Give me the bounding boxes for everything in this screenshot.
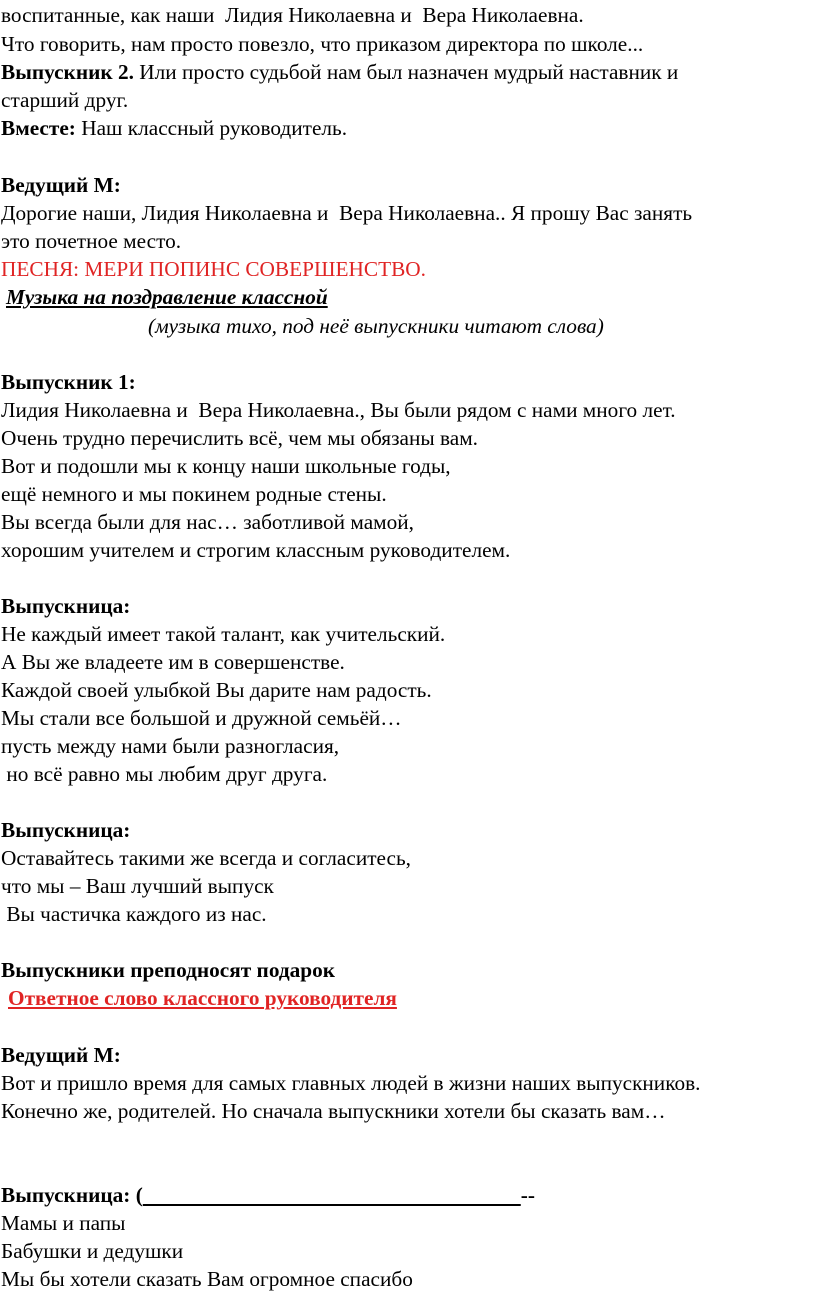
speaker-line: [1, 1181, 535, 1209]
text-line: воспитанные, как наши Лидия Николаевна и Вера Николаевна.: [1, 3, 584, 27]
dash-tail: --: [520, 1183, 535, 1207]
speaker-label: Выпускница:: [1, 594, 131, 618]
text-line: ещё немного и мы покинем родные стены.: [1, 482, 387, 506]
speaker-line: [1, 114, 347, 142]
speaker-label: Ведущий М:: [1, 173, 121, 197]
text-line: что мы – Ваш лучший выпуск: [1, 874, 274, 898]
text-line: Бабушки и дедушки: [1, 1239, 184, 1263]
text-line: пусть между нами были разногласия,: [1, 734, 340, 758]
song-title: ПЕСНЯ: МЕРИ ПОПИНС СОВЕРШЕНСТВО.: [1, 257, 426, 281]
text-line: Каждой своей улыбкой Вы дарите нам радость.: [1, 678, 432, 702]
text-line: Дорогие наши, Лидия Николаевна и Вера Николаевна.. Я прошу Вас занять: [1, 201, 693, 225]
text-line: Вы всегда были для нас… заботливой мамой,: [1, 510, 415, 534]
text-line: Мы бы хотели сказать Вам огромное спасибо: [1, 1267, 413, 1291]
response-heading: Ответное слово классного руководителя: [8, 986, 397, 1010]
speaker-line: [1, 58, 678, 86]
speaker-label: Выпускница:: [1, 818, 131, 842]
text-line: Что говорить, нам просто повезло, что приказом директора по школе...: [1, 32, 644, 56]
music-heading: Музыка на поздравление классной: [6, 285, 328, 309]
speaker-label: Выпускник 2.: [1, 60, 134, 84]
speaker-label: Вместе:: [1, 116, 76, 140]
speaker-label: Ведущий М:: [1, 1043, 121, 1067]
text-line: но всё равно мы любим друг друга.: [1, 762, 328, 786]
stage-action: Выпускники преподносят подарок: [1, 958, 336, 982]
text-line: это почетное место.: [1, 229, 182, 253]
text-line: Вот и пришло время для самых главных людей в жизни наших выпускников.: [1, 1071, 701, 1095]
text-line: Мы стали все большой и дружной семьёй…: [1, 706, 402, 730]
text-line: А Вы же владеете им в совершенстве.: [1, 650, 345, 674]
text-line: Лидия Николаевна и Вера Николаевна., Вы были рядом с нами много лет.: [1, 398, 676, 422]
text-line: старший друг.: [1, 88, 129, 112]
speaker-label: Выпускница: (: [1, 1183, 143, 1207]
text-line: Мамы и папы: [1, 1211, 126, 1235]
text-line: хорошим учителем и строгим классным руководителем.: [1, 538, 511, 562]
stage-direction: (музыка тихо, под неё выпускники читают слова): [148, 314, 604, 338]
text-line: Очень трудно перечислить всё, чем мы обязаны вам.: [1, 426, 479, 450]
speaker-text: Наш классный руководитель.: [75, 116, 348, 140]
text-line: Оставайтесь такими же всегда и согласитесь,: [1, 846, 411, 870]
text-line: Вы частичка каждого из нас.: [1, 902, 267, 926]
text-line: Вот и подошли мы к концу наши школьные годы,: [1, 454, 451, 478]
speaker-label: Выпускник 1:: [1, 370, 136, 394]
speaker-text: Или просто судьбой нам был назначен мудрый наставник и: [133, 60, 679, 84]
text-line: Конечно же, родителей. Но сначала выпускники хотели бы сказать вам…: [1, 1099, 666, 1123]
text-line: Не каждый имеет такой талант, как учительский.: [1, 622, 446, 646]
blank-underline: [143, 1183, 521, 1207]
